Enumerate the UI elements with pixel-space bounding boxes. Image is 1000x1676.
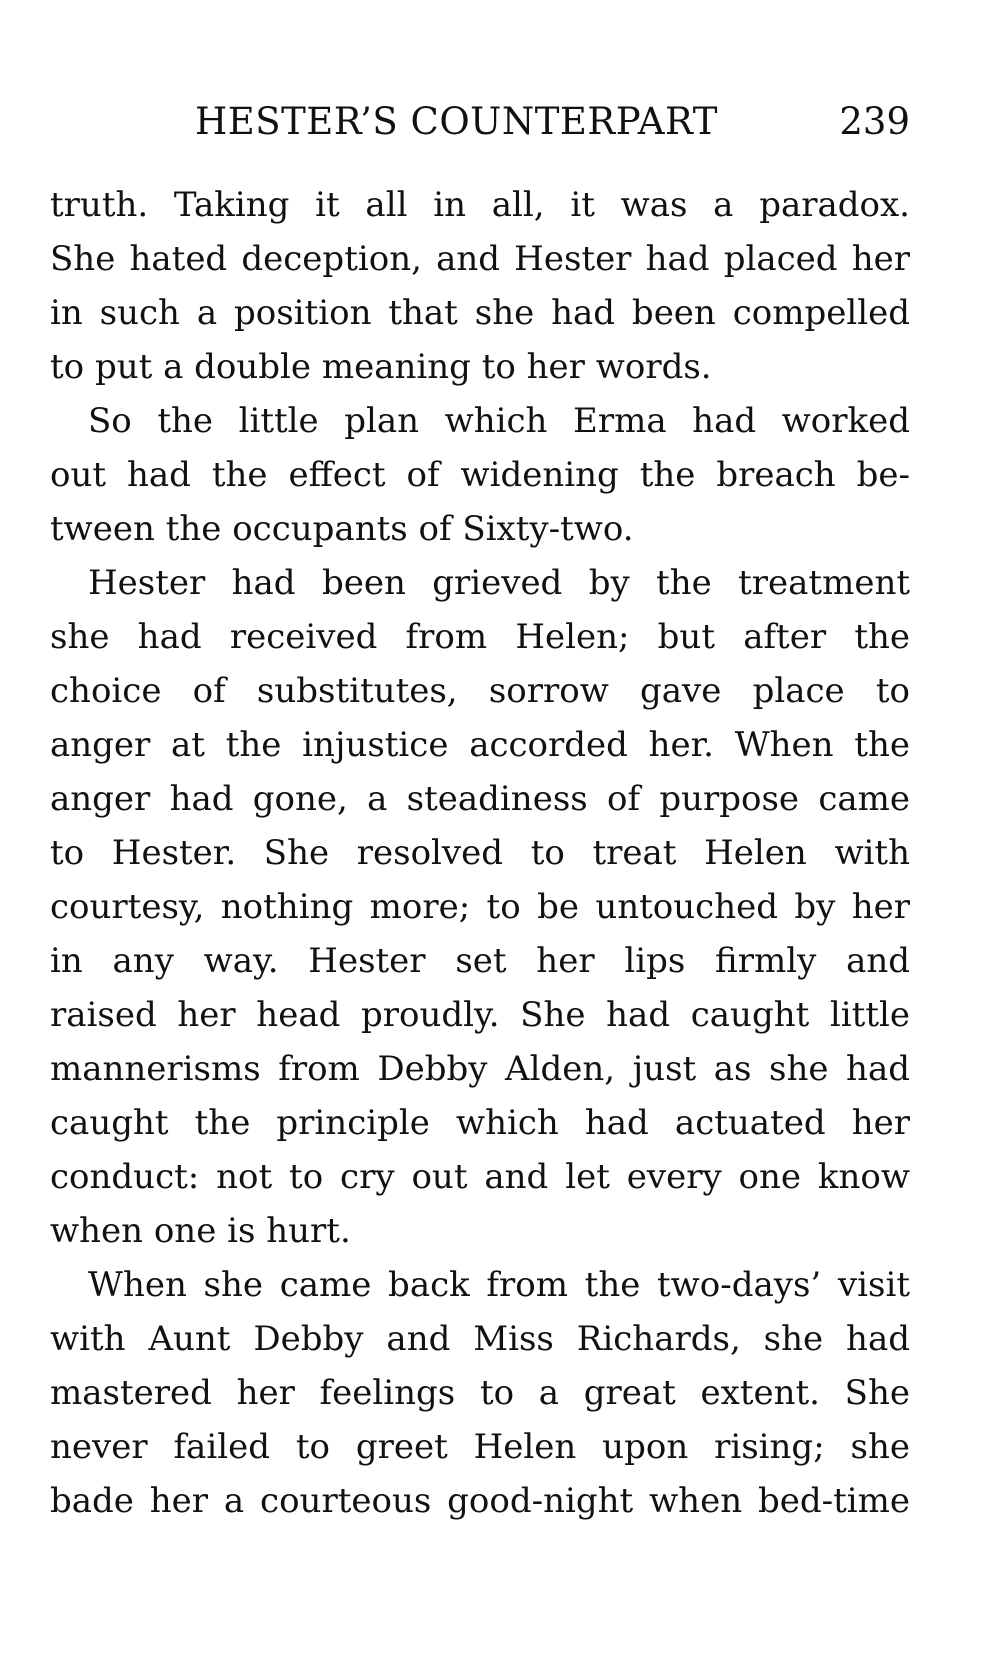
- text-line: raised her head proudly. She had caught little: [50, 995, 910, 1035]
- text-line: anger at the injustice accorded her. When the: [50, 725, 910, 765]
- running-title: HESTER’S COUNTERPART: [195, 100, 718, 143]
- paragraph-first-line: When she came back from the two-days’ visit: [88, 1265, 910, 1305]
- page-header: [195, 100, 910, 144]
- text-line: out had the effect of widening the breach be-: [50, 455, 910, 495]
- text-line: with Aunt Debby and Miss Richards, she had: [50, 1319, 910, 1359]
- text-line: conduct: not to cry out and let every one know: [50, 1157, 910, 1197]
- text-line: She hated deception, and Hester had placed her: [50, 239, 910, 279]
- text-line: in any way. Hester set her lips firmly and: [50, 941, 910, 981]
- body-text: [50, 178, 910, 1528]
- paragraph-first-line: So the little plan which Erma had worked: [88, 401, 910, 441]
- text-line: never failed to greet Helen upon rising; she: [50, 1427, 910, 1467]
- paragraph-first-line: Hester had been grieved by the treatment: [88, 563, 910, 603]
- page-number: 239: [839, 100, 910, 143]
- text-line: choice of substitutes, sorrow gave place to: [50, 671, 910, 711]
- text-line: truth. Taking it all in all, it was a paradox.: [50, 185, 910, 225]
- text-line: bade her a courteous good-night when bed-time: [50, 1481, 910, 1521]
- text-line: mastered her feelings to a great extent. She: [50, 1373, 910, 1413]
- text-line: anger had gone, a steadiness of purpose came: [50, 779, 910, 819]
- text-line: when one is hurt.: [50, 1211, 351, 1251]
- text-line: to put a double meaning to her words.: [50, 347, 712, 387]
- text-line: she had received from Helen; but after the: [50, 617, 910, 657]
- text-line: tween the occupants of Sixty-two.: [50, 509, 634, 549]
- text-line: in such a position that she had been compelled: [50, 293, 910, 333]
- text-line: to Hester. She resolved to treat Helen with: [50, 833, 910, 873]
- text-line: courtesy, nothing more; to be untouched by her: [50, 887, 910, 927]
- text-line: mannerisms from Debby Alden, just as she had: [50, 1049, 910, 1089]
- text-line: caught the principle which had actuated her: [50, 1103, 910, 1143]
